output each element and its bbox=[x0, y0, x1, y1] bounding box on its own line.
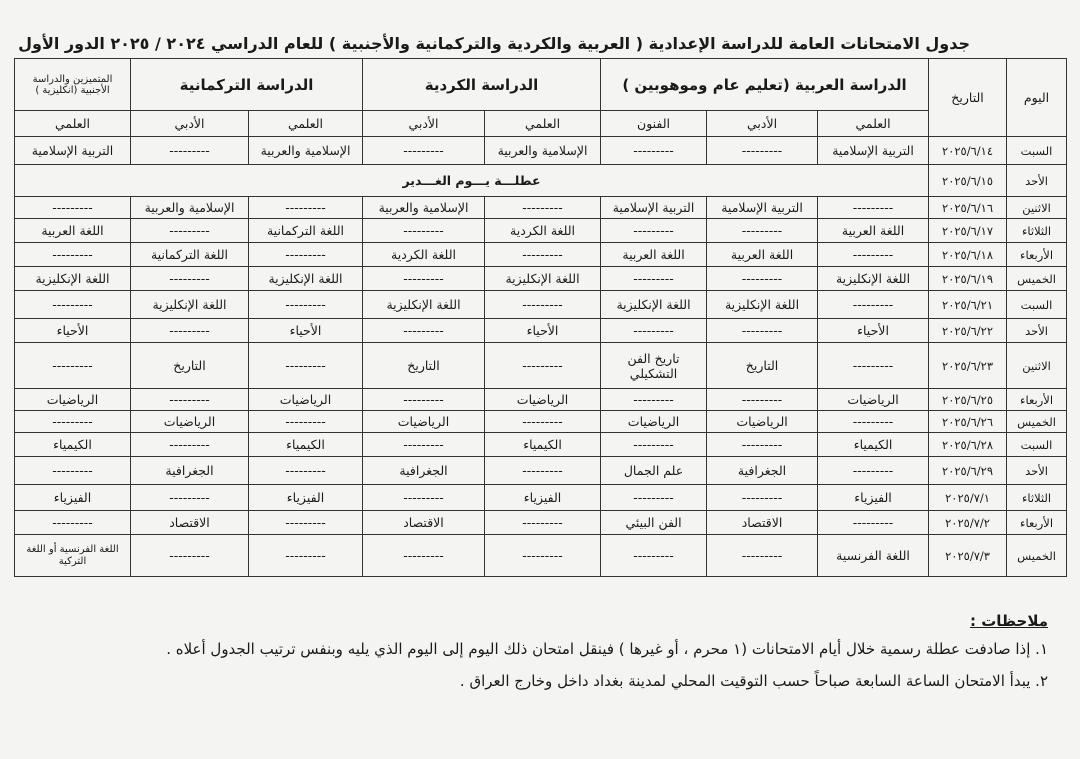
subject-cell: الكيمياء bbox=[15, 433, 131, 457]
subject-cell: --------- bbox=[485, 243, 601, 267]
subject-cell: اللغة العربية bbox=[601, 243, 707, 267]
subheader-literary: الأدبي bbox=[707, 111, 818, 137]
subject-cell: --------- bbox=[818, 343, 929, 389]
subject-cell: اللغة الإنكليزية bbox=[15, 267, 131, 291]
day-cell: الأربعاء bbox=[1007, 389, 1067, 411]
subject-cell: اللغة الإنكليزية bbox=[249, 267, 363, 291]
subject-cell: التربية الإسلامية bbox=[15, 137, 131, 165]
subject-cell: --------- bbox=[15, 343, 131, 389]
date-cell: ٢٠٢٥/٦/٢٨ bbox=[929, 433, 1007, 457]
day-cell: الأربعاء bbox=[1007, 243, 1067, 267]
table-row bbox=[15, 485, 1067, 511]
day-cell: الأحد bbox=[1007, 319, 1067, 343]
subject-cell: اللغة العربية bbox=[818, 219, 929, 243]
subject-cell: الفيزياء bbox=[249, 485, 363, 511]
exam-schedule-table bbox=[14, 58, 1067, 577]
subject-cell: --------- bbox=[249, 535, 363, 577]
subject-cell: --------- bbox=[818, 291, 929, 319]
subject-cell: --------- bbox=[131, 219, 249, 243]
subject-cell: الإسلامية والعربية bbox=[249, 137, 363, 165]
day-cell: الخميس bbox=[1007, 267, 1067, 291]
subject-cell: الاقتصاد bbox=[707, 511, 818, 535]
subject-cell: اللغة الإنكليزية bbox=[363, 291, 485, 319]
subject-cell: اللغة العربية bbox=[15, 219, 131, 243]
table-row bbox=[15, 457, 1067, 485]
subject-cell: الفن البيئي bbox=[601, 511, 707, 535]
subject-cell: اللغة التركمانية bbox=[131, 243, 249, 267]
subject-cell: --------- bbox=[249, 511, 363, 535]
subheader-scientific: العلمي bbox=[15, 111, 131, 137]
subheader-arts: الفنون bbox=[601, 111, 707, 137]
subheader-literary: الأدبي bbox=[131, 111, 249, 137]
subject-cell: --------- bbox=[249, 291, 363, 319]
date-cell: ٢٠٢٥/٦/٢٢ bbox=[929, 319, 1007, 343]
table-row bbox=[15, 243, 1067, 267]
date-cell: ٢٠٢٥/٦/١٦ bbox=[929, 197, 1007, 219]
subject-cell: --------- bbox=[601, 485, 707, 511]
subject-cell: --------- bbox=[707, 219, 818, 243]
date-cell: ٢٠٢٥/٦/٢٣ bbox=[929, 343, 1007, 389]
page-title: جدول الامتحانات العامة للدراسة الإعدادية ( العربية والكردية والتركمانية والأجنبية ) للعام الدراسي ٢٠٢٤ / ٢٠٢٥ الدور الأول bbox=[18, 34, 970, 53]
subject-cell: --------- bbox=[15, 197, 131, 219]
header-date: التاريخ bbox=[929, 59, 1007, 137]
day-cell: السبت bbox=[1007, 291, 1067, 319]
subject-cell: اللغة الفرنسية bbox=[818, 535, 929, 577]
subject-cell: الأحياء bbox=[818, 319, 929, 343]
subject-cell: الرياضيات bbox=[131, 411, 249, 433]
date-cell: ٢٠٢٥/٦/١٩ bbox=[929, 267, 1007, 291]
subject-cell: --------- bbox=[131, 433, 249, 457]
subject-cell: --------- bbox=[15, 411, 131, 433]
subject-cell: --------- bbox=[818, 243, 929, 267]
subject-cell: الأحياء bbox=[15, 319, 131, 343]
day-cell: الأحد bbox=[1007, 457, 1067, 485]
subject-cell: --------- bbox=[707, 137, 818, 165]
table-row bbox=[15, 291, 1067, 319]
subject-cell: اللغة الفرنسية أو اللغة التركية bbox=[15, 535, 131, 577]
day-cell: الخميس bbox=[1007, 535, 1067, 577]
subject-cell: الرياضيات bbox=[15, 389, 131, 411]
date-cell: ٢٠٢٥/٦/١٧ bbox=[929, 219, 1007, 243]
subject-cell: --------- bbox=[485, 411, 601, 433]
subject-cell: الكيمياء bbox=[249, 433, 363, 457]
subject-cell: --------- bbox=[363, 485, 485, 511]
subject-cell: --------- bbox=[485, 291, 601, 319]
table-row bbox=[15, 197, 1067, 219]
subject-cell: اللغة العربية bbox=[707, 243, 818, 267]
table-row bbox=[15, 511, 1067, 535]
table-row bbox=[15, 411, 1067, 433]
subject-cell: --------- bbox=[249, 343, 363, 389]
subject-cell: اللغة الكردية bbox=[363, 243, 485, 267]
subject-cell: --------- bbox=[818, 411, 929, 433]
subheader-literary: الأدبي bbox=[363, 111, 485, 137]
holiday-cell: عطلـــة يـــوم الغـــدير bbox=[15, 165, 929, 197]
subject-cell: --------- bbox=[363, 389, 485, 411]
subject-cell: الرياضيات bbox=[818, 389, 929, 411]
day-cell: الخميس bbox=[1007, 411, 1067, 433]
subject-cell: --------- bbox=[707, 433, 818, 457]
header-arabic-study: الدراسة العربية (تعليم عام وموهوبين ) bbox=[601, 59, 929, 111]
subheader-scientific: العلمي bbox=[485, 111, 601, 137]
subject-cell: --------- bbox=[601, 319, 707, 343]
subject-cell: --------- bbox=[15, 243, 131, 267]
subject-cell: --------- bbox=[485, 535, 601, 577]
subject-cell: الرياضيات bbox=[485, 389, 601, 411]
notes-heading: ملاحظات : bbox=[969, 612, 1048, 630]
subject-cell: --------- bbox=[601, 267, 707, 291]
subject-cell: --------- bbox=[601, 137, 707, 165]
header-day: اليوم bbox=[1007, 59, 1067, 137]
subject-cell: التاريخ bbox=[131, 343, 249, 389]
subject-cell: تاريخ الفن التشكيلي bbox=[601, 343, 707, 389]
subject-cell: اللغة الإنكليزية bbox=[707, 291, 818, 319]
subject-cell: --------- bbox=[818, 457, 929, 485]
day-cell: الثلاثاء bbox=[1007, 219, 1067, 243]
subject-cell: الجغرافية bbox=[363, 457, 485, 485]
subject-cell: الأحياء bbox=[249, 319, 363, 343]
subject-cell: علم الجمال bbox=[601, 457, 707, 485]
subject-cell: --------- bbox=[818, 511, 929, 535]
date-cell: ٢٠٢٥/٧/٣ bbox=[929, 535, 1007, 577]
subject-cell: الفيزياء bbox=[15, 485, 131, 511]
subject-cell: --------- bbox=[131, 319, 249, 343]
subject-cell: الاقتصاد bbox=[131, 511, 249, 535]
table-row bbox=[15, 319, 1067, 343]
subject-cell: التربية الإسلامية bbox=[707, 197, 818, 219]
subject-cell: --------- bbox=[363, 267, 485, 291]
subject-cell: الإسلامية والعربية bbox=[485, 137, 601, 165]
subject-cell: اللغة الإنكليزية bbox=[601, 291, 707, 319]
subject-cell: --------- bbox=[601, 219, 707, 243]
day-cell: الاثنين bbox=[1007, 343, 1067, 389]
subject-cell: --------- bbox=[707, 535, 818, 577]
subheader-scientific: العلمي bbox=[818, 111, 929, 137]
subject-cell: اللغة التركمانية bbox=[249, 219, 363, 243]
day-cell: السبت bbox=[1007, 433, 1067, 457]
subject-cell: الاقتصاد bbox=[363, 511, 485, 535]
subject-cell: اللغة الكردية bbox=[485, 219, 601, 243]
subject-cell: الرياضيات bbox=[363, 411, 485, 433]
subject-cell: --------- bbox=[485, 197, 601, 219]
subject-cell: --------- bbox=[249, 411, 363, 433]
note-item: ١. إذا صادفت عطلة رسمية خلال أيام الامتحانات (١ محرم ، أو غيرها ) فينقل امتحان ذلك اليوم إلى اليوم الذي يليه وبنفس ترتيب الجدول أعلاه . bbox=[166, 640, 1048, 658]
date-cell: ٢٠٢٥/٦/٢٩ bbox=[929, 457, 1007, 485]
subject-cell: --------- bbox=[707, 485, 818, 511]
subject-cell: التربية الإسلامية bbox=[601, 197, 707, 219]
table-row bbox=[15, 165, 1067, 197]
day-cell: الأربعاء bbox=[1007, 511, 1067, 535]
subject-cell: --------- bbox=[707, 319, 818, 343]
subject-cell: --------- bbox=[249, 243, 363, 267]
subject-cell: --------- bbox=[818, 197, 929, 219]
subject-cell: الفيزياء bbox=[485, 485, 601, 511]
subject-cell: الجغرافية bbox=[131, 457, 249, 485]
subject-cell: --------- bbox=[249, 457, 363, 485]
subject-cell: اللغة الإنكليزية bbox=[485, 267, 601, 291]
table-row bbox=[15, 267, 1067, 291]
subject-cell: الرياضيات bbox=[601, 411, 707, 433]
note-item: ٢. يبدأ الامتحان الساعة السابعة صباحاً حسب التوقيت المحلي لمدينة بغداد داخل وخارج العراق . bbox=[459, 672, 1048, 690]
subject-cell: --------- bbox=[601, 389, 707, 411]
date-cell: ٢٠٢٥/٧/٢ bbox=[929, 511, 1007, 535]
header-distinguished-study: المتميزين والدراسة الأجنبية (انكليزية ) bbox=[15, 59, 131, 111]
day-cell: الاثنين bbox=[1007, 197, 1067, 219]
subject-cell: --------- bbox=[601, 433, 707, 457]
subheader-scientific: العلمي bbox=[249, 111, 363, 137]
date-cell: ٢٠٢٥/٦/٢٦ bbox=[929, 411, 1007, 433]
subject-cell: --------- bbox=[131, 535, 249, 577]
subject-cell: --------- bbox=[363, 535, 485, 577]
subject-cell: الإسلامية والعربية bbox=[131, 197, 249, 219]
subject-cell: --------- bbox=[131, 137, 249, 165]
day-cell: السبت bbox=[1007, 137, 1067, 165]
subject-cell: --------- bbox=[363, 219, 485, 243]
day-cell: الثلاثاء bbox=[1007, 485, 1067, 511]
subject-cell: --------- bbox=[363, 319, 485, 343]
subject-cell: --------- bbox=[363, 137, 485, 165]
subject-cell: اللغة الإنكليزية bbox=[131, 291, 249, 319]
subject-cell: --------- bbox=[601, 535, 707, 577]
subject-cell: اللغة الإنكليزية bbox=[818, 267, 929, 291]
subject-cell: الجغرافية bbox=[707, 457, 818, 485]
table-row bbox=[15, 137, 1067, 165]
subject-cell: --------- bbox=[363, 433, 485, 457]
subject-cell: --------- bbox=[485, 511, 601, 535]
subject-cell: الرياضيات bbox=[249, 389, 363, 411]
subject-cell: --------- bbox=[485, 343, 601, 389]
subject-cell: --------- bbox=[15, 457, 131, 485]
subject-cell: الكيمياء bbox=[485, 433, 601, 457]
subject-cell: الأحياء bbox=[485, 319, 601, 343]
table-row bbox=[15, 389, 1067, 411]
table-row bbox=[15, 535, 1067, 577]
subject-cell: --------- bbox=[707, 267, 818, 291]
table-row bbox=[15, 219, 1067, 243]
notes-section bbox=[48, 612, 1048, 704]
subject-cell: التربية الإسلامية bbox=[818, 137, 929, 165]
date-cell: ٢٠٢٥/٧/١ bbox=[929, 485, 1007, 511]
subject-cell: التاريخ bbox=[707, 343, 818, 389]
subject-cell: الرياضيات bbox=[707, 411, 818, 433]
subject-cell: --------- bbox=[249, 197, 363, 219]
subject-cell: الإسلامية والعربية bbox=[363, 197, 485, 219]
subject-cell: --------- bbox=[15, 291, 131, 319]
subject-cell: --------- bbox=[131, 267, 249, 291]
date-cell: ٢٠٢٥/٦/٢٥ bbox=[929, 389, 1007, 411]
header-turkmen-study: الدراسة التركمانية bbox=[131, 59, 363, 111]
date-cell: ٢٠٢٥/٦/١٨ bbox=[929, 243, 1007, 267]
table-row bbox=[15, 343, 1067, 389]
subject-cell: --------- bbox=[131, 389, 249, 411]
subject-cell: --------- bbox=[707, 389, 818, 411]
date-cell: ٢٠٢٥/٦/١٥ bbox=[929, 165, 1007, 197]
table-row bbox=[15, 433, 1067, 457]
subject-cell: الفيزياء bbox=[818, 485, 929, 511]
header-kurdish-study: الدراسة الكردية bbox=[363, 59, 601, 111]
date-cell: ٢٠٢٥/٦/٢١ bbox=[929, 291, 1007, 319]
subject-cell: --------- bbox=[485, 457, 601, 485]
subject-cell: --------- bbox=[15, 511, 131, 535]
subject-cell: الكيمياء bbox=[818, 433, 929, 457]
day-cell: الأحد bbox=[1007, 165, 1067, 197]
subject-cell: --------- bbox=[131, 485, 249, 511]
subject-cell: التاريخ bbox=[363, 343, 485, 389]
date-cell: ٢٠٢٥/٦/١٤ bbox=[929, 137, 1007, 165]
